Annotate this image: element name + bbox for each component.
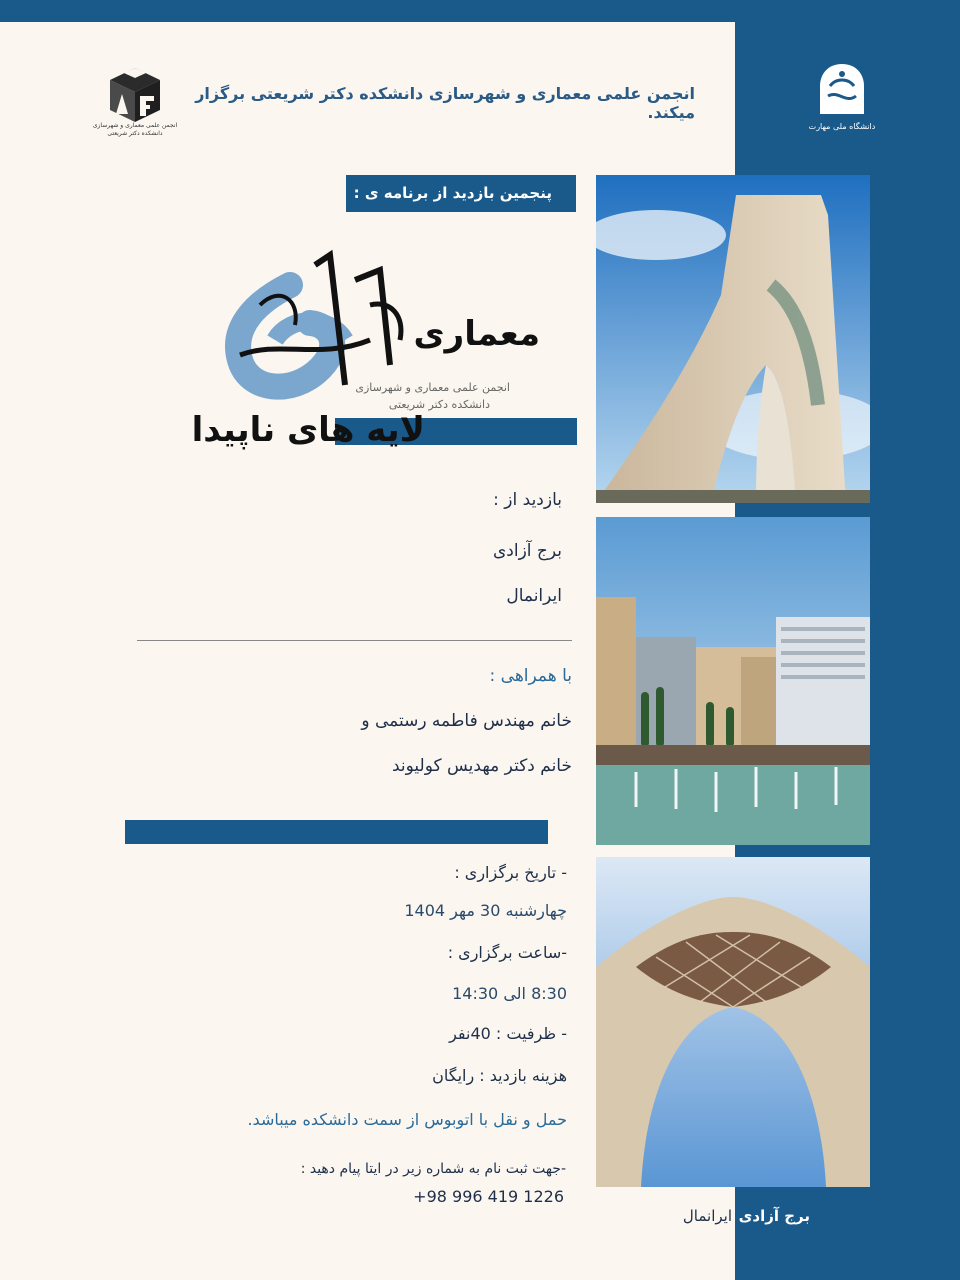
- brand-subtitle-line-1: انجمن علمی معماری و شهرسازی: [355, 381, 510, 394]
- left-logo-caption: [88, 122, 182, 139]
- caption-azadi: برج آزادی: [738, 1207, 810, 1225]
- visit-item-azadi: برج آزادی: [492, 541, 562, 561]
- right-logo-caption: دانشگاه ملی مهارت: [808, 122, 876, 131]
- brand-subtitle: [340, 380, 510, 413]
- program-banner: پنجمین بازدید از برنامه ی :: [346, 175, 576, 212]
- register-note: -جهت ثبت نام به شماره زیر در ایتا پیام دهید :: [300, 1161, 566, 1177]
- iran-mall-photo: [596, 517, 870, 845]
- date-label: - تاریخ برگزاری :: [454, 863, 567, 882]
- time-label: -ساعت برگزاری :: [447, 943, 567, 962]
- date-value: چهارشنبه 30 مهر 1404: [404, 901, 567, 920]
- university-logo-icon: [812, 60, 872, 120]
- azadi-tower-photo: [596, 175, 870, 503]
- divider: [137, 640, 572, 641]
- azadi-tower-arch-photo: [596, 857, 870, 1187]
- companion-2: خانم دکتر مهدیس کولیوند: [391, 756, 572, 776]
- memari-word: معماری: [413, 314, 540, 354]
- cost: هزینه بازدید : رایگان: [432, 1066, 567, 1085]
- left-logo-caption-line-1: انجمن علمی معماری و شهرسازی: [92, 122, 178, 129]
- transport-note: حمل و نقل با اتوبوس از سمت دانشکده میباشد.: [247, 1110, 567, 1129]
- header-text: انجمن علمی معماری و شهرسازی دانشکده دکتر شریعتی برگزار میکند.: [195, 84, 695, 122]
- brand-subtitle-line-2: دانشکده دکتر شریعتی: [388, 397, 490, 411]
- visit-heading: بازدید از :: [493, 490, 562, 510]
- left-logo-caption-line-2: دانشکده دکتر شریعتی: [107, 130, 163, 138]
- top-blue-strip: [0, 0, 960, 22]
- caption-iranmall: ایرانمال: [682, 1207, 732, 1225]
- capacity: - ظرفیت : 40نفر: [449, 1024, 567, 1043]
- cream-top-band: [0, 22, 735, 62]
- companions-heading: با همراهی :: [489, 666, 572, 686]
- companion-1: خانم مهندس فاطمه رستمی و: [361, 711, 572, 731]
- visit-item-iranmall: ایرانمال: [506, 586, 562, 606]
- main-title: لایه های ناپیدا: [191, 410, 425, 450]
- details-bar: [125, 820, 548, 844]
- time-value: 8:30 الی 14:30: [452, 984, 567, 1003]
- phone-number[interactable]: +98 996 419 1226: [413, 1187, 564, 1206]
